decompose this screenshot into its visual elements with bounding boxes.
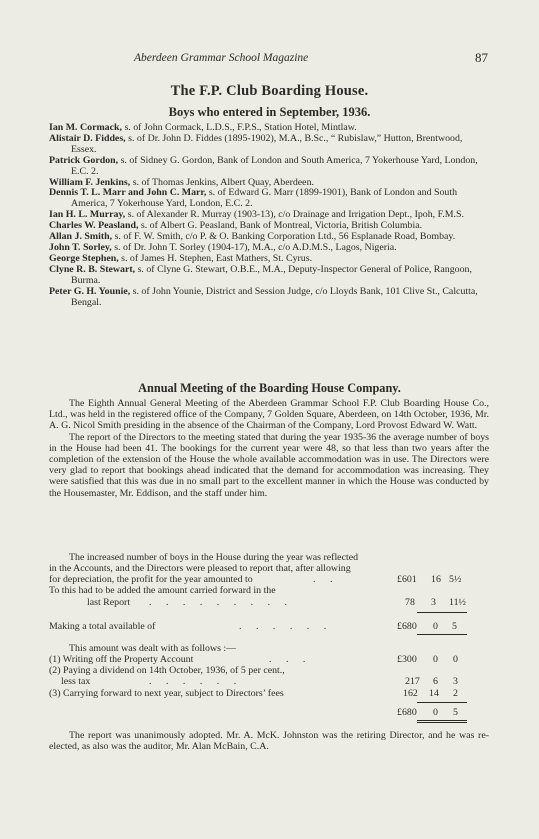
boy-name: Allan J. Smith, [49,231,113,243]
item-1-label: (1) Writing off the Property Account [49,654,194,665]
final-total-pence: 5 [453,707,458,718]
boy-details: s. of Dr. John T. Sorley (1904-17), M.A., c/o A.D.M.S., Lagos, Nigeria. [111,241,397,253]
boy-details: s. of Alexander R. Murray (1903-13), c/o Drainage and Irrigation Dept., Ipoh, F.M.S. [125,209,464,221]
boy-details: s. of James H. Stephen, East Mathers, St. Cyrus. [118,252,313,264]
meeting-report-text [49,398,489,499]
last-report-shillings: 3 [431,597,436,608]
boy-details: s. of Thomas Jenkins, Albert Quay, Aberdeen. [130,176,314,188]
last-report-pence: 11½ [449,597,466,608]
last-report-pounds: 78 [405,597,415,608]
item-1-pence: 0 [453,654,458,665]
item-2-label: (2) Paying a dividend on 14th October, 1936, of 5 per cent., [49,665,285,676]
item-2-pounds: 217 [405,676,420,687]
boy-name: Charles W. Peasland, [49,220,139,232]
dealt-intro: This amount was dealt with as follows :— [69,643,237,654]
magazine-title: Aberdeen Grammar School Magazine [134,52,309,64]
sum-rule [417,612,467,613]
closing-text: The report was unanimously adopted. Mr. A. McK. Johnston was the retiring Director, and he was re-elected, as also was the auditor, Mr. Alan McBain, C.A. [49,730,489,753]
boy-entry [49,156,489,178]
double-rule-top [417,720,467,721]
carried-forward-label: To this had to be added the amount carried forward in the [49,585,276,596]
section-title-boarding-house: The F.P. Club Boarding House. [170,83,369,99]
item-row-3 [49,688,489,700]
boy-name: Dennis T. L. Marr and John C. Marr, [49,187,207,199]
boy-details: s. of John Younie, District and Session Judge, c/o Lloyds Bank, 101 Clive St., Calcutta, Bengal. [71,285,478,308]
boy-entry [49,265,489,287]
boy-details: s. of Dr. John D. Fiddes (1895-1902), M.A., B.Sc., “ Rubislaw,” Hutton, Brentwood, Essex. [71,132,463,155]
section-title-annual-meeting: Annual Meeting of the Boarding House Company. [138,381,401,395]
boy-entry [49,188,489,210]
paragraph-meeting-intro: The Eighth Annual General Meeting of the Aberdeen Grammar School F.P. Club Boarding House Co., Ltd., was held in the registered office of the Company, 7 Golden Square, Aberdeen, on 14th October, 1936, Mr. A. G. Nicol Smith presiding in the absence of the Chairman of the Company, Lord Provost Edward W. Watt. [49,398,489,432]
boy-entry [49,287,489,309]
boy-details: s. of Clyne G. Stewart, O.B.E., M.A., Deputy-Inspector General of Police, Rangoon, Burma. [71,263,472,286]
total-available-row [49,621,489,633]
item-3-pounds: 162 [403,688,418,699]
closing-paragraph [49,730,489,753]
boy-entry [49,134,489,156]
profit-shillings: 16 [431,574,441,585]
boys-list [49,123,489,308]
leader-dots: . . [313,574,339,585]
leader-dots: . . . . . . [149,676,243,687]
accounts-line-2: in the Accounts, and the Directors were pleased to report that, after allowing [49,563,351,574]
profit-label: for depreciation, the profit for the year amounted to [49,574,253,585]
item-1-pounds: £300 [397,654,417,665]
item-2-shillings: 6 [433,676,438,687]
total-pence: 5 [452,621,457,632]
last-report-label: last Report [87,597,131,608]
item-2-pence: 3 [453,676,458,687]
section-subtitle-boys: Boys who entered in September, 1936. [168,105,371,119]
total-available-label: Making a total available of [49,621,156,632]
boy-details: s. of Sidney G. Gordon, Bank of London and South America, 7 Yokerhouse Yard, London, E.C. 2. [71,154,478,177]
boy-name: Alistair D. Fiddes, [49,132,126,144]
profit-pounds: £601 [397,574,417,585]
leader-dots: . . . . . . . . . [149,597,293,608]
accounts-line-1: The increased number of boys in the House during the year was reflected [69,552,359,563]
total-rule [417,634,467,635]
final-total-shillings: 0 [433,707,438,718]
boy-details: s. of Edward G. Marr (1899-1901), Bank of London and South America, 7 Yokerhouse Yard, London, E.C. 2. [71,187,458,210]
sum-rule [417,702,467,703]
boy-name: William F. Jenkins, [49,176,131,188]
leader-dots: . . . . . . [239,621,333,632]
boy-name: George Stephen, [49,252,119,264]
item-1-shillings: 0 [433,654,438,665]
last-report-row [49,597,489,609]
total-pounds: £680 [397,621,417,632]
final-total-row [49,707,489,719]
boy-name: John T. Sorley, [49,241,112,253]
boy-name: Clyne R. B. Stewart, [49,263,136,275]
boy-name: Ian H. L. Murray, [49,209,126,221]
item-3-label: (3) Carrying forward to next year, subject to Directors’ fees [49,688,284,699]
profit-pence: 5½ [449,574,462,585]
boy-name: Patrick Gordon, [49,154,119,166]
boy-name: Ian M. Cormack, [49,122,122,133]
double-rule-bottom [417,722,467,723]
boy-details: s. of Albert G. Peasland, Bank of Montreal, Victoria, British Columbia. [138,220,423,232]
boy-details: s. of F. W. Smith, c/o P. & O. Banking Corporation Ltd., 56 Esplanade Road, Bombay. [112,231,456,243]
paragraph-directors-report: The report of the Directors to the meeting stated that during the year 1935-36 the average number of boys in the House had been 41. The bookings for the current year were 48, so that less than two years after the completion of the extension of the House the whole available accommodation was in use. The Directors were very glad to report that bookings ahead indicated that the demand for accommodation was increasing. They were satisfied that this was due in no small part to the excellent manner in which the House was conducted by the Housemaster, Mr. Eddison, and the staff under him. [49,431,489,499]
final-total-pounds: £680 [397,707,417,718]
boy-details: s. of John Cormack, L.D.S., F.P.S., Station Hotel, Mintlaw. [121,122,357,133]
leader-dots: . . . [269,654,312,665]
total-shillings: 0 [433,621,438,632]
item-3-pence: 2 [453,688,458,699]
item-2-label-cont: less tax [61,676,91,687]
item-3-shillings: 14 [429,688,439,699]
boy-name: Peter G. H. Younie, [49,285,131,297]
page-number: 87 [475,50,488,65]
